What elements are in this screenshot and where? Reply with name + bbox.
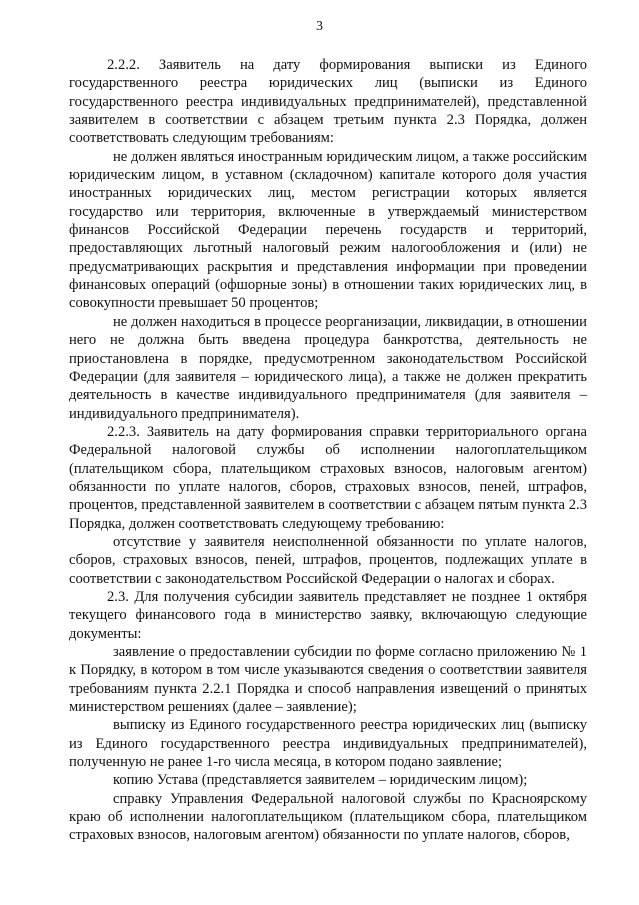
paragraph-2-2-2: 2.2.2. Заявитель на дату формирования выписки из Единого государственного реестра юридических лиц (выписки из Единого государственного реестра индивидуальных предпринимателей), представленной заявителем в соответствии с абзацем третьим пункта 2.3 Порядка, должен соответствовать следующим требованиям: [69,57,587,147]
paragraph-2-2-3: 2.2.3. Заявитель на дату формирования справки территориального органа Федеральной налоговой службы об исполнении налогоплательщиком (плательщиком сбора, плательщиком страховых взносов, налоговым агентом) обязанности по уплате налогов, сборов, страховых взносов, пеней, штрафов, процентов, представленной заявителем в соответствии с абзацем пятым пункта 2.3 Порядка, должен соответствовать следующему требованию: [69,423,587,532]
paragraph-doc-extract: выписку из Единого государственного реестра юридических лиц (выписку из Единого государственного реестра индивидуальных предпринимателей), полученную не ранее 1-го числа месяца, в котором подано заявление; [69,717,587,771]
page-number: 3 [316,19,323,34]
paragraph-2-3: 2.3. Для получения субсидии заявитель представляет не позднее 1 октября текущего финансового года в министерство заявку, включающую следующие документы: [69,588,587,642]
paragraph-doc-tax-certificate: справку Управления Федеральной налоговой службы по Красноярскому краю об исполнении налогоплательщиком (плательщиком сбора, плательщиком страховых взносов, налоговым агентом) обязанности по уплате налогов, сборов, [69,790,587,844]
paragraph-requirement-reorganization: не должен находиться в процессе реорганизации, ликвидации, в отношении него не должна быть введена процедура банкротства, деятельность не приостановлена в порядке, предусмотренном законодательством Российской Федерации (для заявителя – юридического лица), а также не должен прекратить деятельность в качестве индивидуального предпринимателя (для заявителя – индивидуального предпринимателя). [69,313,587,422]
paragraph-doc-application: заявление о предоставлении субсидии по форме согласно приложению № 1 к Порядку, в котором в том числе указываются сведения о соответствии заявителя требованиям пункта 2.2.1 Порядка и способ направления извещений о принятых министерством решениях (далее – заявление); [69,644,587,716]
paragraph-doc-charter: копию Устава (представляется заявителем – юридическим лицом); [113,772,528,789]
document-body [69,56,587,845]
paragraph-requirement-foreign: не должен являться иностранным юридическим лицом, а также российским юридическим лицом, в уставном (складочном) капитале которого доля участия иностранных юридических лиц, местом регистрации которых является государство или территория, включенные в утверждаемый министерством финансов Российской Федерации перечень государств и территорий, предоставляющих льготный налоговый режим налогообложения и (или) не предусматривающих раскрытия и представления информации при проведении финансовых операций (офшорные зоны) в отношении таких юридических лиц, в совокупности превышает 50 процентов; [69,148,587,312]
paragraph-requirement-no-debt: отсутствие у заявителя неисполненной обязанности по уплате налогов, сборов, страховых взносов, пеней, штрафов, процентов, подлежащих уплате в соответствии с законодательством Российской Федерации о налогах и сборах. [69,533,587,587]
